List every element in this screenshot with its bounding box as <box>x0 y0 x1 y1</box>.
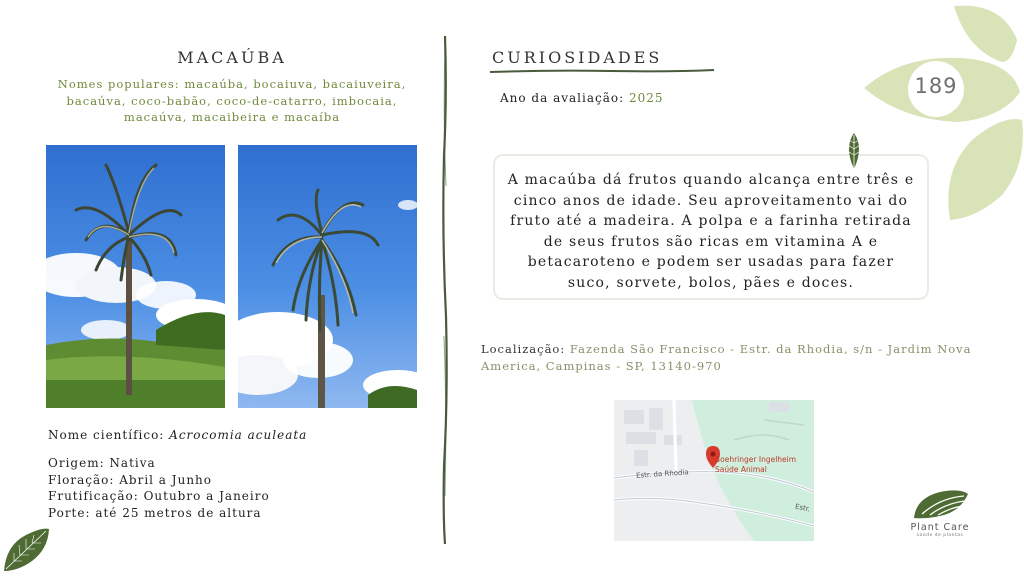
logo-tagline: saúde de plantas <box>916 533 964 538</box>
leaf-icon <box>844 133 864 173</box>
palm-closeup-illustration <box>238 145 417 408</box>
popular-names-label: Nomes populares: <box>57 77 180 91</box>
scientific-name-label: Nome científico: <box>48 428 165 442</box>
title-underline <box>490 68 715 74</box>
plant-title: MACAÚBA <box>177 48 287 67</box>
map-road-label: Estr. da Rhodia <box>635 468 689 480</box>
evaluation-value: 2025 <box>628 91 664 105</box>
page-number: 189 <box>914 74 958 98</box>
location-label: Localização: <box>481 342 566 356</box>
location <box>481 341 981 374</box>
location-map[interactable] <box>614 400 814 541</box>
fruiting-text: Frutificação: Outubro a Janeiro <box>48 489 270 503</box>
scientific-name-line <box>48 428 307 442</box>
curiosities-text: A macaúba dá frutos quando alcança entre três e cinco anos de idade. Seu aproveitamento vai do fruto até a madeira. A polpa e a farinha retirada de seus frutos são ricas em vitamina A e betacaroteno e podem ser usadas para fazer suco, sorvete, bolos, pães e doces. <box>507 172 915 291</box>
origin-text: Origem: Nativa <box>48 456 156 470</box>
evaluation-year <box>500 91 664 105</box>
plant-facts <box>48 455 270 521</box>
corner-leaf-icon <box>2 527 50 573</box>
decorative-leaves <box>862 0 1024 225</box>
plant-photo-2 <box>238 145 417 408</box>
scientific-name: Acrocomia aculeata <box>169 428 308 442</box>
map-place-name <box>715 455 796 474</box>
location-address: Fazenda São Francisco - Estr. da Rhodia, s/n - Jardim Nova America, Campinas - SP, 13140-970 <box>481 342 972 373</box>
map-place-line1: Boehringer Ingelheim <box>715 455 797 464</box>
size-text: Porte: até 25 metros de altura <box>48 505 262 520</box>
popular-names-list: macaúba, bocaiuva, bacaiuveira, bacaúva, coco-babão, coco-de-catarro, imbocaia, macaúva, macaibeira e macaíba <box>66 77 407 124</box>
plant-care-logo <box>900 488 980 538</box>
plant-photo-1 <box>46 145 225 408</box>
map-place-line2: Saúde Animal <box>715 464 767 474</box>
popular-names <box>46 76 418 126</box>
flowering-text: Floração: Abril a Junho <box>48 472 212 487</box>
column-divider <box>438 36 452 544</box>
evaluation-label: Ano da avaliação: <box>500 91 625 105</box>
logo-name: Plant Care <box>910 522 970 533</box>
logo-leaf-icon <box>900 488 980 520</box>
palm-photo-illustration <box>46 145 225 408</box>
curiosities-title: CURIOSIDADES <box>492 48 663 67</box>
map-road-label-2: Estr. <box>794 502 811 514</box>
